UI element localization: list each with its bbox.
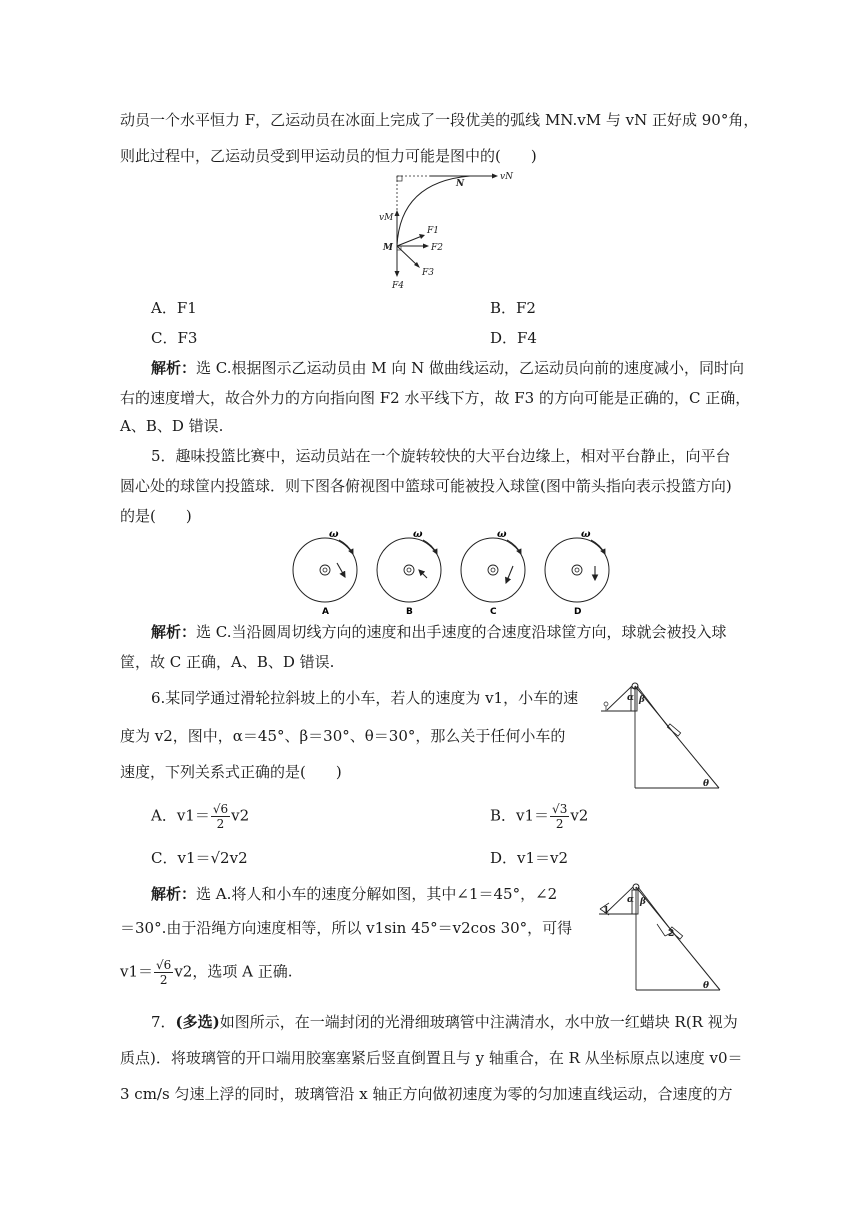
q6-option-b: B．v1＝ $\frac{√3}{2}$ v2 bbox=[490, 802, 589, 831]
q7-line-2: 质点)．将玻璃管的开口端用胶塞塞紧后竖直倒置且与 y 轴重合，在 R 从坐标原点以速度 v0＝ bbox=[120, 1049, 743, 1067]
q5-line-3: 的是( ) bbox=[120, 507, 192, 525]
label-M: M bbox=[383, 243, 393, 253]
q5-circles-figure bbox=[285, 530, 615, 620]
q4-option-a: A．F1 bbox=[151, 299, 197, 317]
q6-line-2: 度为 v2，图中，α＝45°、β＝30°、θ＝30°，那么关于任何小车的 bbox=[120, 727, 566, 745]
svg-text:θ: θ bbox=[703, 981, 710, 991]
circle-a bbox=[293, 530, 357, 617]
q6-line-3: 速度，下列关系式正确的是( ) bbox=[120, 763, 342, 781]
label-b: B bbox=[406, 607, 413, 617]
q4-option-c: C．F3 bbox=[151, 329, 198, 347]
label-vN: vN bbox=[500, 172, 513, 182]
analysis-label: 解析： bbox=[151, 623, 197, 641]
circle-c bbox=[461, 530, 525, 617]
label-F3: F3 bbox=[422, 268, 434, 278]
q5-line-1: 5．趣味投篮比赛中，运动员站在一个旋转较快的大平台边缘上，相对平台静止，向平台 bbox=[151, 447, 731, 465]
q4-option-d: D．F4 bbox=[490, 329, 537, 347]
q6-line-1: 6.某同学通过滑轮拉斜坡上的小车，若人的速度为 v1，小车的速 bbox=[151, 689, 579, 707]
q4-analysis-3: A、B、D 错误. bbox=[120, 417, 224, 435]
label-a: A bbox=[322, 607, 329, 617]
q4-force-diagram bbox=[370, 168, 520, 293]
svg-text:ω: ω bbox=[413, 530, 423, 540]
label-F4: F4 bbox=[392, 281, 404, 291]
label-alpha: α bbox=[627, 693, 634, 703]
analysis-label: 解析： bbox=[151, 359, 197, 377]
q7-line-1: 7．(多选)如图所示，在一端封闭的光滑细玻璃管中注满清水，水中放一红蜡块 R(R 视为 bbox=[151, 1013, 738, 1031]
q6-pulley-figure bbox=[597, 676, 722, 791]
circle-b bbox=[377, 530, 441, 617]
label-theta: θ bbox=[703, 779, 710, 789]
label-F1: F1 bbox=[427, 226, 439, 236]
svg-text:ω: ω bbox=[581, 530, 591, 540]
label-vM: vM bbox=[379, 213, 394, 223]
label-angle-1: 1 bbox=[603, 906, 610, 916]
svg-text:ω: ω bbox=[329, 530, 339, 540]
multi-select-tag: (多选) bbox=[175, 1013, 220, 1031]
q6-analysis-2: ＝30°.由于沿绳方向速度相等，所以 v1sin 45°＝v2cos 30°，可得 bbox=[120, 919, 573, 937]
label-beta: β bbox=[639, 695, 645, 705]
q4-analysis-2: 右的速度增大，故合外力的方向指向图 F2 水平线下方，故 F3 的方向可能是正确的，C 正确， bbox=[120, 389, 751, 407]
q5-analysis-1: 解析：选 C.当沿圆周切线方向的速度和出手速度的合速度沿球筐方向，球就会被投入球 bbox=[151, 623, 727, 641]
circle-d bbox=[545, 530, 609, 617]
label-F2: F2 bbox=[431, 243, 443, 253]
label-c: C bbox=[490, 607, 497, 617]
label-d: D bbox=[574, 607, 582, 617]
analysis-label: 解析： bbox=[151, 885, 197, 903]
q5-analysis-2: 筐，故 C 正确，A、B、D 错误. bbox=[120, 653, 335, 671]
q4-line-2: 则此过程中，乙运动员受到甲运动员的恒力可能是图中的( ) bbox=[120, 147, 537, 165]
q6-analysis-1: 解析：选 A.将人和小车的速度分解如图，其中∠1＝45°，∠2 bbox=[151, 885, 558, 903]
q4-analysis-1: 解析：选 C.根据图示乙运动员由 M 向 N 做曲线运动，乙运动员向前的速度减小，同时向 bbox=[151, 359, 745, 377]
q5-line-2: 圆心处的球筐内投篮球．则下图各俯视图中篮球可能被投入球筐(图中箭头指向表示投篮方向) bbox=[120, 477, 732, 495]
q7-line-3: 3 cm/s 匀速上浮的同时，玻璃管沿 x 轴正方向做初速度为零的匀加速直线运动，合速度的方 bbox=[120, 1085, 733, 1103]
label-angle-2: 2 bbox=[668, 929, 675, 939]
svg-text:β: β bbox=[640, 897, 646, 907]
q6-option-d: D．v1＝v2 bbox=[490, 849, 569, 867]
q6-analysis-figure bbox=[595, 876, 723, 994]
q4-line-1: 动员一个水平恒力 F，乙运动员在冰面上完成了一段优美的弧线 MN.vM 与 vN 正好成 90°角， bbox=[120, 111, 759, 129]
q6-option-c: C．v1＝√2v2 bbox=[151, 849, 248, 867]
q6-analysis-3: v1＝ $\frac{√6}{2}$ v2，选项 A 正确. bbox=[120, 958, 293, 987]
svg-text:α: α bbox=[627, 895, 634, 905]
q4-option-b: B．F2 bbox=[490, 299, 536, 317]
svg-text:ω: ω bbox=[497, 530, 507, 540]
label-N: N bbox=[456, 179, 465, 189]
q6-option-a: A．v1＝ $\frac{√6}{2}$ v2 bbox=[151, 802, 250, 831]
